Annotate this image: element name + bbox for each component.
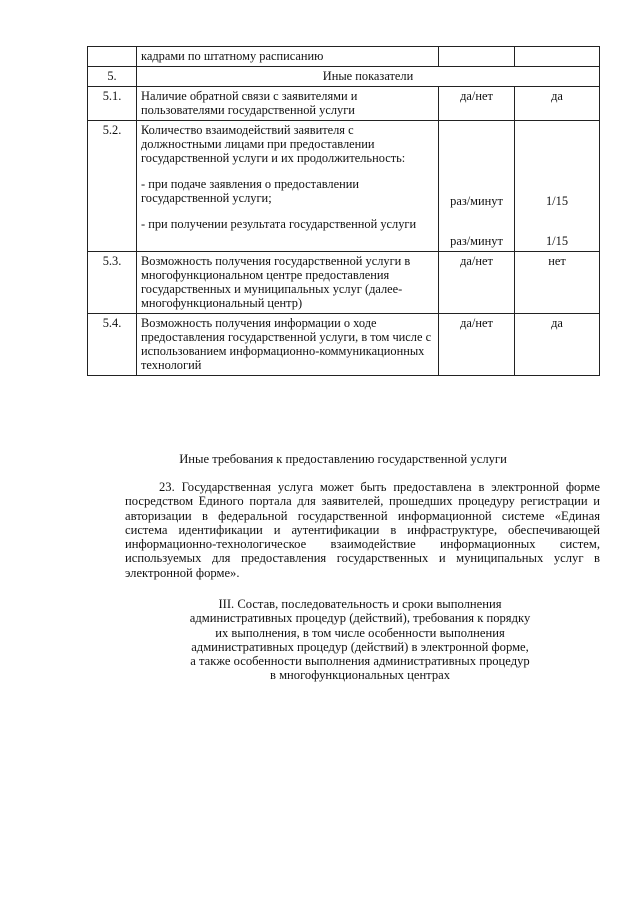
table-row xyxy=(88,47,600,67)
sub-value: 1/15 xyxy=(545,194,569,208)
cell-text: Наличие обратной связи с заявителями и пользователями государственной услуги xyxy=(137,87,439,121)
section-title-line: административных процедур (действий), требования к порядку xyxy=(189,611,531,626)
cell-unit: да/нет xyxy=(439,314,515,376)
row-text: Количество взаимодействий заявителя с должностными лицами при предоставлении государственной услуги и их продолжительность: xyxy=(141,123,406,165)
table-row xyxy=(88,121,600,252)
section-title-line: в многофункциональных центрах xyxy=(269,668,451,683)
indicators-table xyxy=(87,46,600,376)
sub-value: 1/15 xyxy=(545,234,569,248)
sub-unit: раз/минут xyxy=(450,234,503,248)
cell-value xyxy=(515,47,600,67)
table-row xyxy=(88,252,600,314)
cell-text: Возможность получения информации о ходе предоставления государственной услуги, в том числе с использованием информационно-коммуникационных технологий xyxy=(137,314,439,376)
cell-unit: да/нет xyxy=(439,252,515,314)
section-title xyxy=(150,597,570,683)
cell-value: да xyxy=(515,314,600,376)
section-title-line: их выполнения, в том числе особенности выполнения xyxy=(215,625,505,640)
paragraph-23 xyxy=(125,480,600,580)
cell-unit xyxy=(439,47,515,67)
subsection-heading: Иные требования к предоставлению государственной услуги xyxy=(179,452,507,466)
section-title-line: III. Состав, последовательность и сроки выполнения xyxy=(218,597,502,611)
table-row xyxy=(88,87,600,121)
table-row xyxy=(88,67,600,87)
cell-value: нет xyxy=(515,252,600,314)
cell-text xyxy=(137,121,439,252)
cell-num: 5.1. xyxy=(88,87,137,121)
sub-unit: раз/минут xyxy=(450,194,503,208)
sub-item: - при подаче заявления о предоставлении государственной услуги; xyxy=(141,177,359,205)
section-row-title: Иные показатели xyxy=(137,67,600,87)
cell-text: Возможность получения государственной услуги в многофункциональном центре предоставления государственных и муниципальных услуг (далее-многофункциональный центр) xyxy=(137,252,439,314)
cell-num: 5.3. xyxy=(88,252,137,314)
cell-value xyxy=(515,121,600,252)
section-title-line: административных процедур (действий) в электронной форме, xyxy=(191,639,529,654)
section-title-line: а также особенности выполнения административных процедур xyxy=(190,654,530,669)
paragraph-text: 23. Государственная услуга может быть предоставлена в электронной форме посредством Единого портала для заявителей, прошедших процедуру регистрации и авторизации в федеральной государственной информационной системе «Единая система идентификации и аутентификации в инфраструктуре, обеспечивающей информационно-технологическое взаимодействие информационных систем, используемых для предоставления государственных и муниципальных услуг в электронной форме». xyxy=(125,480,600,580)
table-row xyxy=(88,314,600,376)
cell-num: 5.4. xyxy=(88,314,137,376)
cell-text: кадрами по штатному расписанию xyxy=(137,47,439,67)
cell-num xyxy=(88,47,137,67)
cell-unit: да/нет xyxy=(439,87,515,121)
cell-num: 5. xyxy=(88,67,137,87)
sub-item: - при получении результата государственной услуги xyxy=(141,217,417,231)
cell-unit xyxy=(439,121,515,252)
cell-value: да xyxy=(515,87,600,121)
cell-num: 5.2. xyxy=(88,121,137,252)
